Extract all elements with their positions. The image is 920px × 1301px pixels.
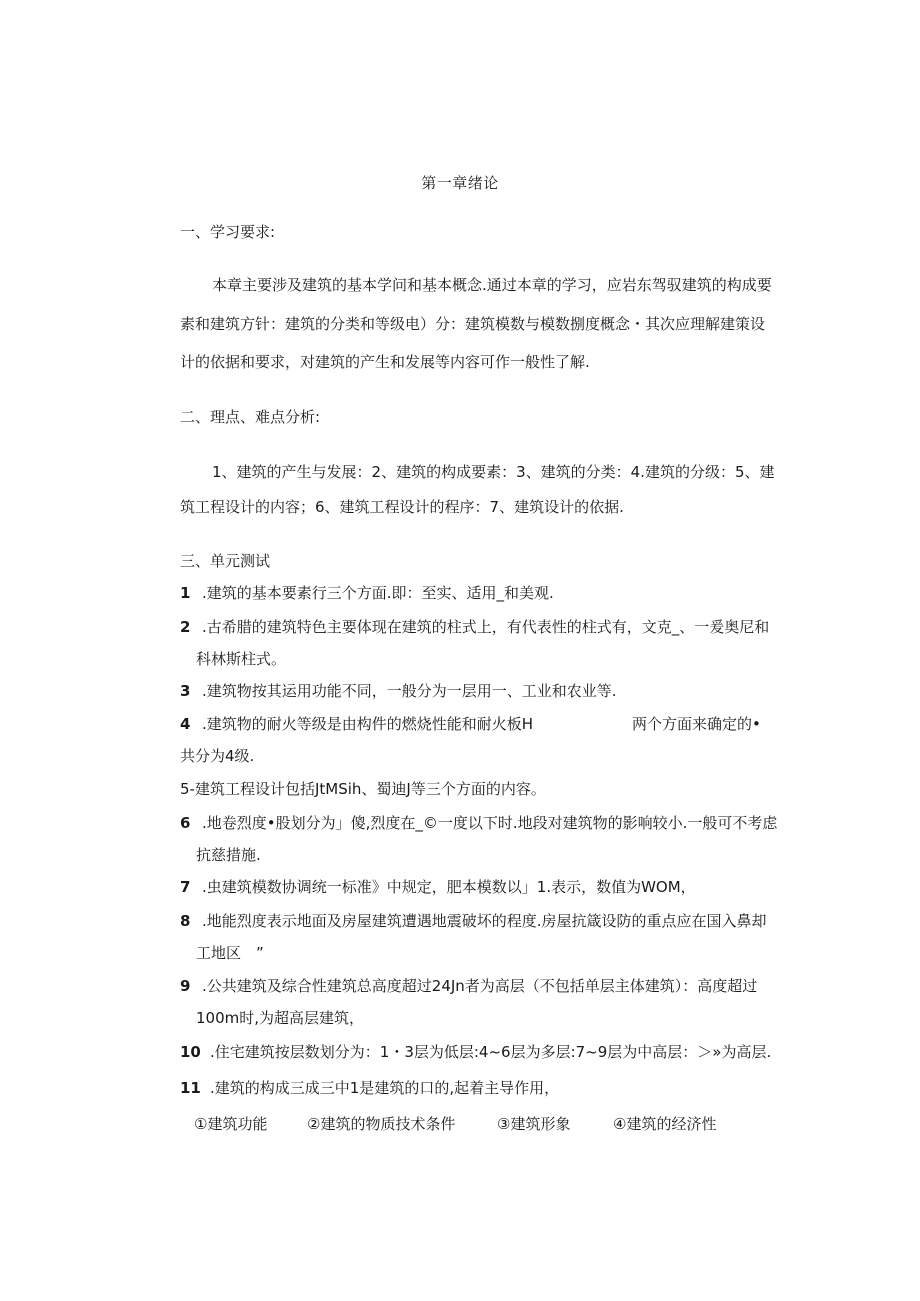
option-1: ①建筑功能 [194,1115,268,1133]
question-number: 1 [180,584,191,602]
question-9-continuation: 100m时,为超高层建筑， [196,1009,365,1027]
question-5: 5-建筑工程设计包括JtMSih、蜀迪J等三个方面的内容。 [180,780,546,798]
question-text: .虫建筑模数协调统一标准》中规定，肥本模数以」1.表示，数值为WOM， [202,878,696,896]
section-heading-requirements: 一、学习要求: [180,223,276,241]
section-heading-unit-test: 三、单元测试 [180,552,271,570]
question-text: .古希腊的建筑特色主要体现在建筑的柱式上，有代表性的柱式有，文克_、一爰奥尼和 [202,618,770,636]
question-7 [180,876,696,898]
question-number: 11 [180,1079,201,1097]
option-2: ②建筑的物质技术条件 [307,1115,456,1133]
question-number: 6 [180,814,191,832]
question-4 [180,713,533,735]
question-text: .地能烈度表示地面及房屋建筑遭遇地震破坏的程度.房屋抗箴设防的重点应在国入鼻却 [202,912,767,930]
question-3 [180,680,617,702]
question-11 [180,1077,559,1099]
question-2-continuation: 科林斯柱式。 [196,650,287,668]
chapter-title: 第一章绪论 [421,174,499,192]
question-text: .地卷烈度•股划分为」傻,烈度在_©一度以下时.地段对建筑物的影响较小.一般可不考虑 [202,814,778,832]
question-4-continuation: 共分为4级. [180,747,255,765]
question-6 [180,812,777,834]
question-8 [180,910,767,932]
paragraph-line: 素和建筑方针：建筑的分类和等级电）分：建筑模数与模数捌度概念・其次应理解建策设 [180,315,766,333]
question-text: .建筑的构成三成三中1是建筑的口的,起着主导作用， [210,1079,560,1097]
question-text: .建筑物按其运用功能不同，一般分为一层用一、工业和农业等. [202,682,617,700]
option-3: ③建筑形象 [497,1115,571,1133]
question-9 [180,975,757,997]
question-text: .公共建筑及综合性建筑总高度超过24Jn者为高层（不包括单层主体建筑）：高度超过 [202,977,758,995]
question-1 [180,582,554,604]
question-10 [180,1041,771,1063]
question-number: 9 [180,977,191,995]
question-number: 7 [180,878,191,896]
paragraph-line: 筑工程设计的内容；6、建筑工程设计的程序：7、建筑设计的依据. [180,498,624,516]
question-4-tail: 两个方面来确定的• [632,715,761,733]
question-text: .建筑物的耐火等级是由构件的燃烧性能和耐火板H [202,715,534,733]
question-number: 4 [180,715,191,733]
option-4: ④建筑的经济性 [613,1115,717,1133]
answer-options [194,1113,716,1134]
question-text: .建筑的基本要素行三个方面.即：至实、适用_和美观. [202,584,554,602]
question-8-continuation: 工地区 ” [196,944,264,962]
question-text: .住宅建筑按层数划分为：1・3层为低层:4~6层为多层:7~9层为中高层：＞»为高层. [210,1043,772,1061]
paragraph-line: 1、建筑的产生与发展：2、建筑的构成要素：3、建筑的分类：4.建筑的分级：5、建 [212,463,775,481]
question-6-continuation: 抗慈措施. [196,846,261,864]
paragraph-line: 本章主要涉及建筑的基本学问和基本概念.通过本章的学习，应岩东驾驭建筑的构成要 [212,276,772,294]
question-number: 3 [180,682,191,700]
question-number: 10 [180,1043,201,1061]
question-2 [180,616,769,638]
question-number: 8 [180,912,191,930]
paragraph-line: 计的依据和要求，对建筑的产生和发展等内容可作一般性了解. [180,353,590,371]
section-heading-key-points: 二、理点、难点分析: [180,408,321,426]
question-number: 2 [180,618,191,636]
